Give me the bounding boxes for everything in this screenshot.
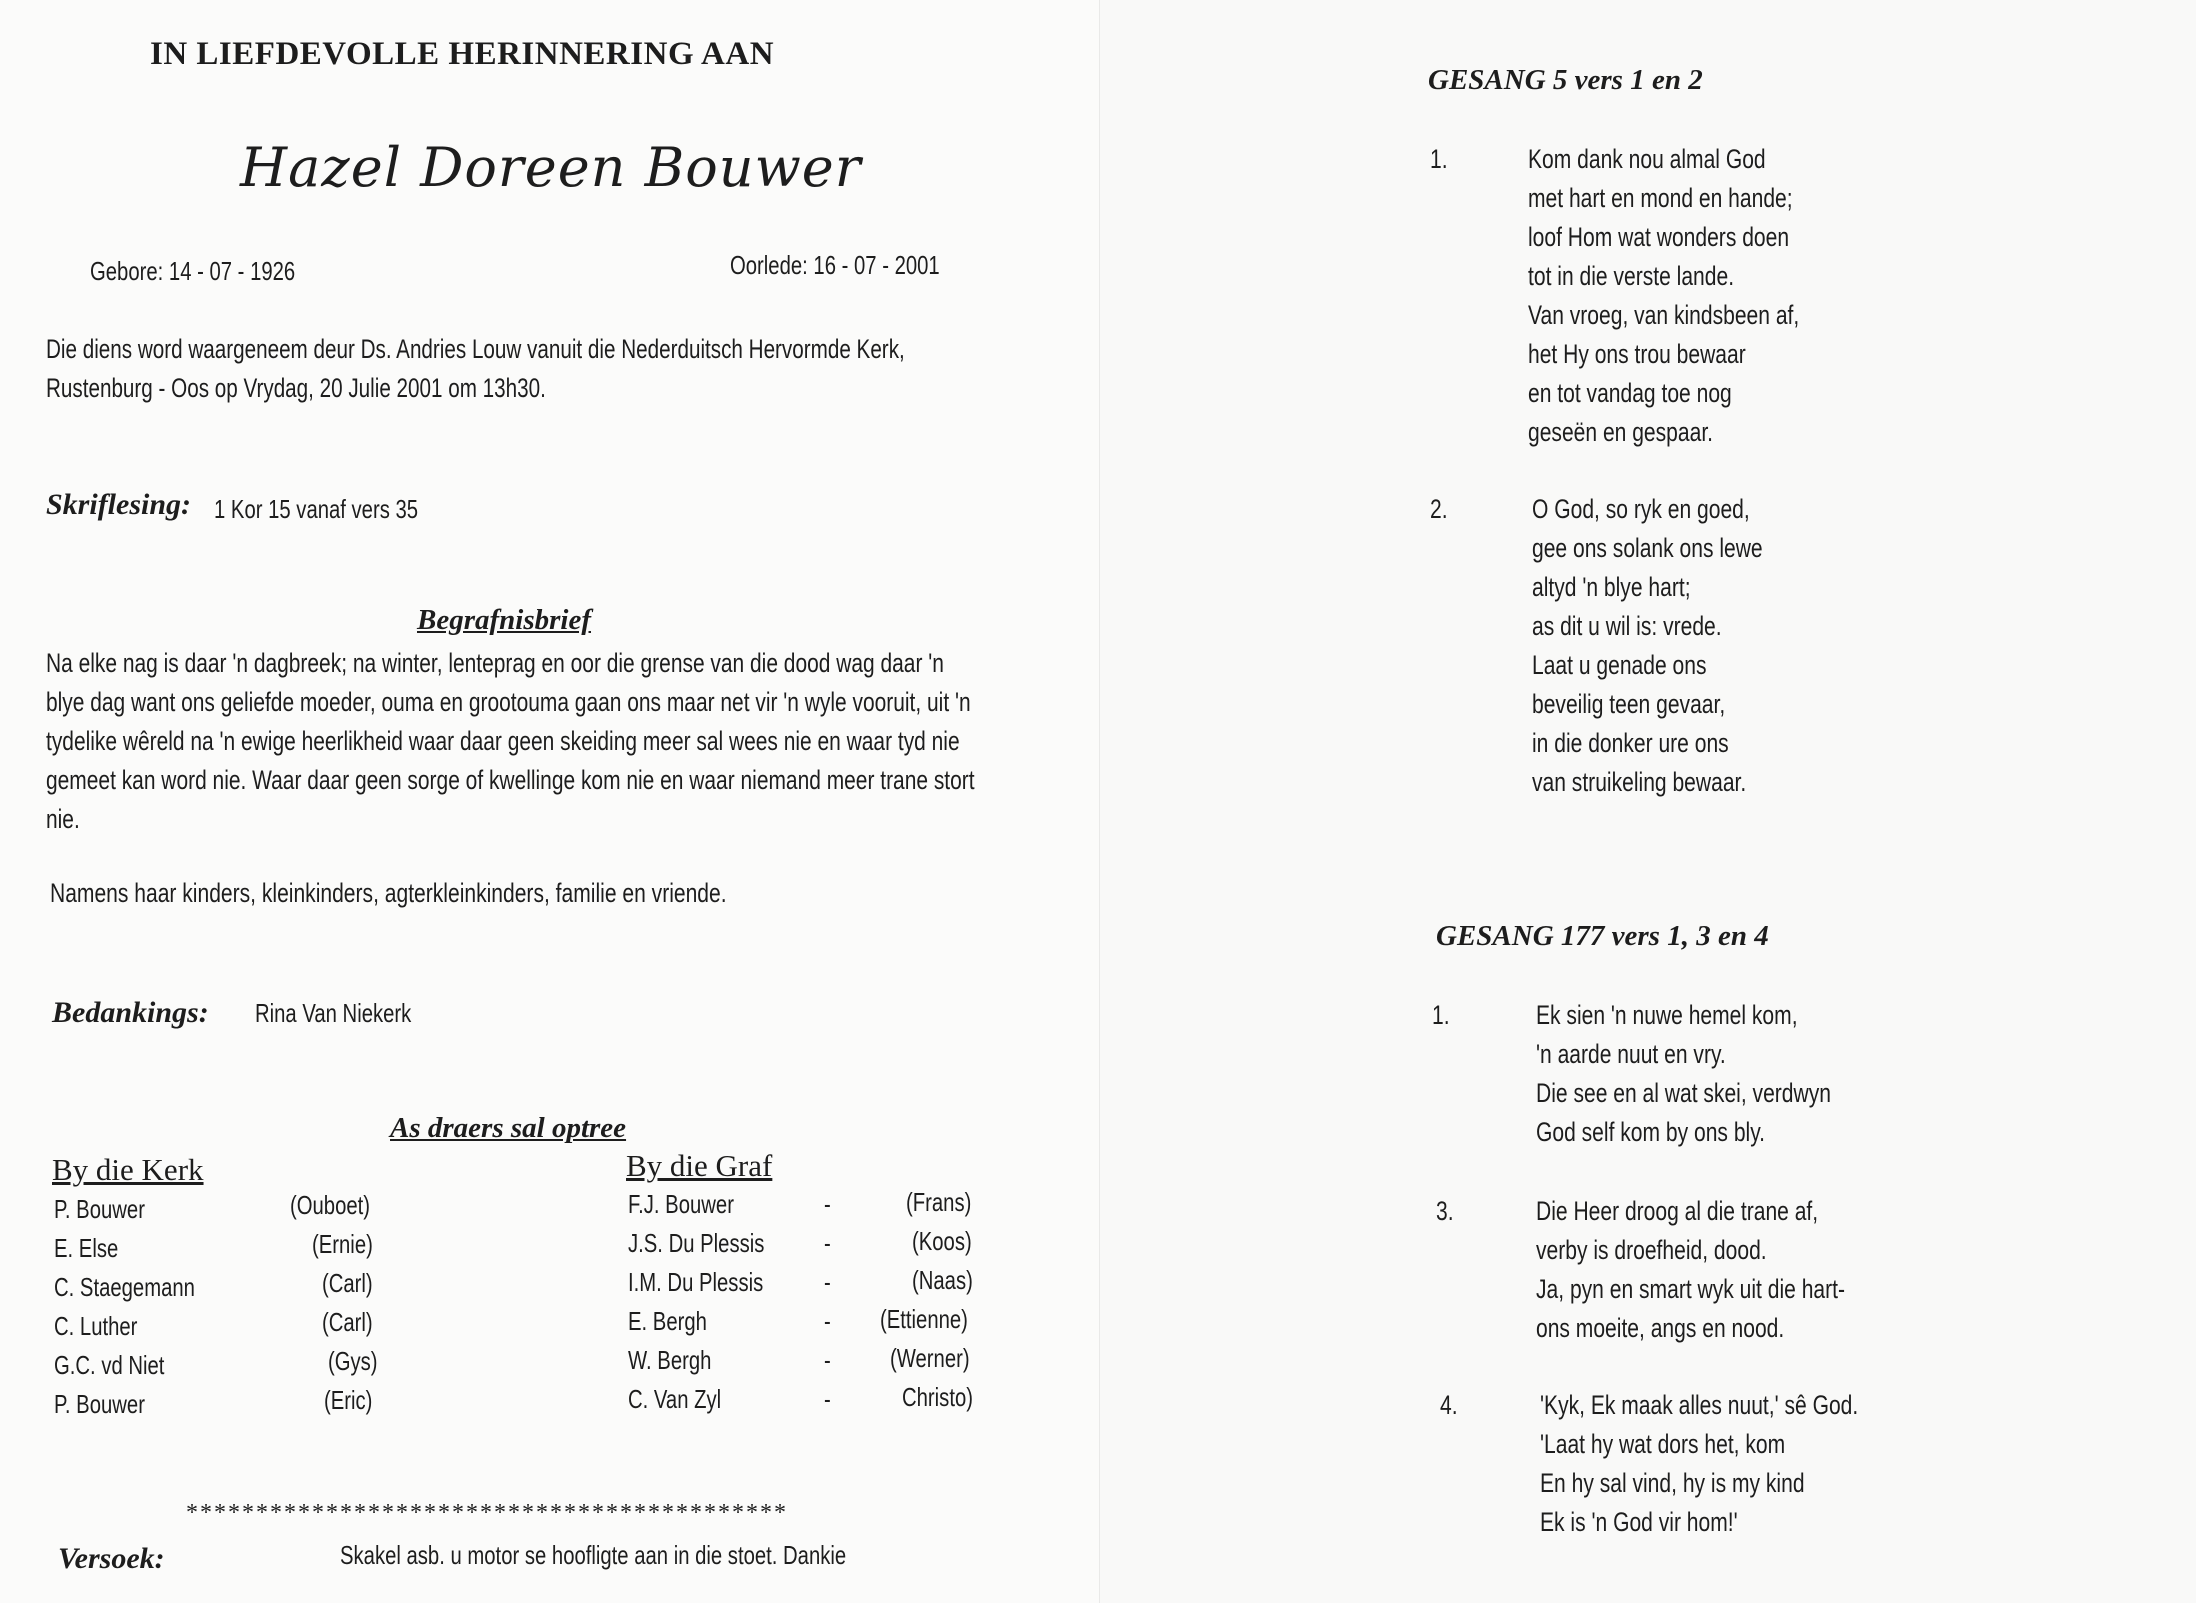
grave-bearer-dash: - [824,1228,831,1258]
verse-line: beveilig teen gevaar, [1532,689,1726,719]
church-heading: By die Kerk [52,1152,204,1187]
church-bearer-nick: (Gys) [328,1346,378,1376]
verse-number: 4. [1440,1390,1458,1420]
grave-bearer-nick: (Frans) [906,1187,972,1217]
verse-line: altyd 'n blye hart; [1532,572,1691,602]
church-bearer-name: C. Staegemann [54,1272,195,1302]
verse-line: 'n aarde nuut en vry. [1536,1039,1726,1069]
verse-line: O God, so ryk en goed, [1532,494,1750,524]
grave-bearer-name: I.M. Du Plessis [628,1267,764,1297]
verse-line: God self kom by ons bly. [1536,1117,1766,1147]
grave-bearer-nick: Christo) [902,1382,973,1412]
grave-bearer-nick: (Ettienne) [880,1304,968,1334]
verse-number: 3. [1436,1196,1454,1226]
verse-line: het Hy ons trou bewaar [1528,339,1746,369]
verse-line: En hy sal vind, hy is my kind [1540,1468,1805,1498]
grave-bearer-dash: - [824,1384,831,1414]
church-bearer-nick: (Ernie) [312,1229,373,1259]
death-date: Oorlede: 16 - 07 - 2001 [730,250,940,280]
verse-line: tot in die verste lande. [1528,261,1735,291]
grave-bearer-name: C. Van Zyl [628,1384,722,1414]
bearers-title: As draers sal optree [390,1112,627,1144]
service-line-1: Die diens word waargeneem deur Ds. Andries Louw vanuit die Nederduitsch Hervormde Kerk, [46,334,905,364]
service-line-2: Rustenburg - Oos op Vrydag, 20 Julie 2001 om 13h30. [46,373,546,403]
church-bearer-nick: (Carl) [322,1307,373,1337]
letter-line: Na elke nag is daar 'n dagbreek; na winter, lenteprag en oor die grense van die dood wag daar 'n [46,648,944,678]
reading-value: 1 Kor 15 vanaf vers 35 [214,494,419,524]
church-bearer-name: P. Bouwer [54,1194,145,1224]
grave-bearer-name: F.J. Bouwer [628,1189,734,1219]
hymn-title: GESANG 5 vers 1 en 2 [1428,64,1703,96]
verse-line: ons moeite, angs en nood. [1536,1313,1785,1343]
verse-number: 1. [1432,1000,1450,1030]
verse-line: van struikeling bewaar. [1532,767,1747,797]
church-bearer-nick: (Eric) [324,1385,373,1415]
thanks-value: Rina Van Niekerk [255,998,412,1028]
verse-line: Ek is 'n God vir hom!' [1540,1507,1738,1537]
verse-line: loof Hom wat wonders doen [1528,222,1790,252]
verse-line: verby is droefheid, dood. [1536,1235,1767,1265]
church-bearer-nick: (Carl) [322,1268,373,1298]
verse-line: Van vroeg, van kindsbeen af, [1528,300,1800,330]
grave-bearer-nick: (Werner) [890,1343,970,1373]
grave-bearer-nick: (Naas) [912,1265,973,1295]
separator-stars: ******************************************* [186,1500,788,1526]
church-bearer-nick: (Ouboet) [290,1190,371,1220]
right-page [1100,0,2196,1603]
verse-line: met hart en mond en hande; [1528,183,1793,213]
request-label: Versoek: [58,1542,165,1575]
grave-bearer-dash: - [824,1267,831,1297]
verse-number: 1. [1430,144,1448,174]
verse-line: Ek sien 'n nuwe hemel kom, [1536,1000,1798,1030]
thanks-label: Bedankings: [52,996,209,1029]
letter-line: nie. [46,804,80,834]
verse-number: 2. [1430,494,1448,524]
grave-bearer-name: J.S. Du Plessis [628,1228,765,1258]
verse-line: geseën en gespaar. [1528,417,1714,447]
verse-line: Kom dank nou almal God [1528,144,1766,174]
verse-line: Die Heer droog al die trane af, [1536,1196,1819,1226]
grave-bearer-dash: - [824,1189,831,1219]
letter-line: tydelike wêreld na 'n ewige heerlikheid waar daar geen skeiding meer sal wees nie en waar tyd nie [46,726,960,756]
grave-bearer-nick: (Koos) [912,1226,972,1256]
deceased-name: Hazel Doreen Bouwer [240,136,862,199]
hymn-title: GESANG 177 vers 1, 3 en 4 [1436,920,1769,952]
verse-line: as dit u wil is: vrede. [1532,611,1722,641]
grave-heading: By die Graf [626,1148,773,1183]
church-bearer-name: E. Else [54,1233,119,1263]
verse-line: 'Kyk, Ek maak alles nuut,' sê God. [1540,1390,1859,1420]
verse-line: Laat u genade ons [1532,650,1707,680]
letter-line: blye dag want ons geliefde moeder, ouma en grootouma gaan ons maar net vir 'n wyle vooruit, uit 'n [46,687,971,717]
letter-signoff: Namens haar kinders, kleinkinders, agterkleinkinders, familie en vriende. [50,878,727,908]
grave-bearer-dash: - [824,1306,831,1336]
letter-title: Begrafnisbrief [417,604,591,636]
request-value: Skakel asb. u motor se hoofligte aan in die stoet. Dankie [340,1540,847,1570]
verse-line: 'Laat hy wat dors het, kom [1540,1429,1786,1459]
grave-bearer-name: W. Bergh [628,1345,712,1375]
church-bearer-name: G.C. vd Niet [54,1350,165,1380]
church-bearer-name: P. Bouwer [54,1389,145,1419]
verse-line: gee ons solank ons lewe [1532,533,1763,563]
birth-date: Gebore: 14 - 07 - 1926 [90,256,296,286]
verse-line: in die donker ure ons [1532,728,1729,758]
verse-line: en tot vandag toe nog [1528,378,1732,408]
memorial-title: IN LIEFDEVOLLE HERINNERING AAN [150,36,775,72]
reading-label: Skriflesing: [46,488,192,521]
church-bearer-name: C. Luther [54,1311,138,1341]
verse-line: Ja, pyn en smart wyk uit die hart- [1536,1274,1846,1304]
verse-line: Die see en al wat skei, verdwyn [1536,1078,1831,1108]
letter-line: gemeet kan word nie. Waar daar geen sorge of kwellinge kom nie en waar niemand meer trane stort [46,765,975,795]
grave-bearer-name: E. Bergh [628,1306,707,1336]
grave-bearer-dash: - [824,1345,831,1375]
